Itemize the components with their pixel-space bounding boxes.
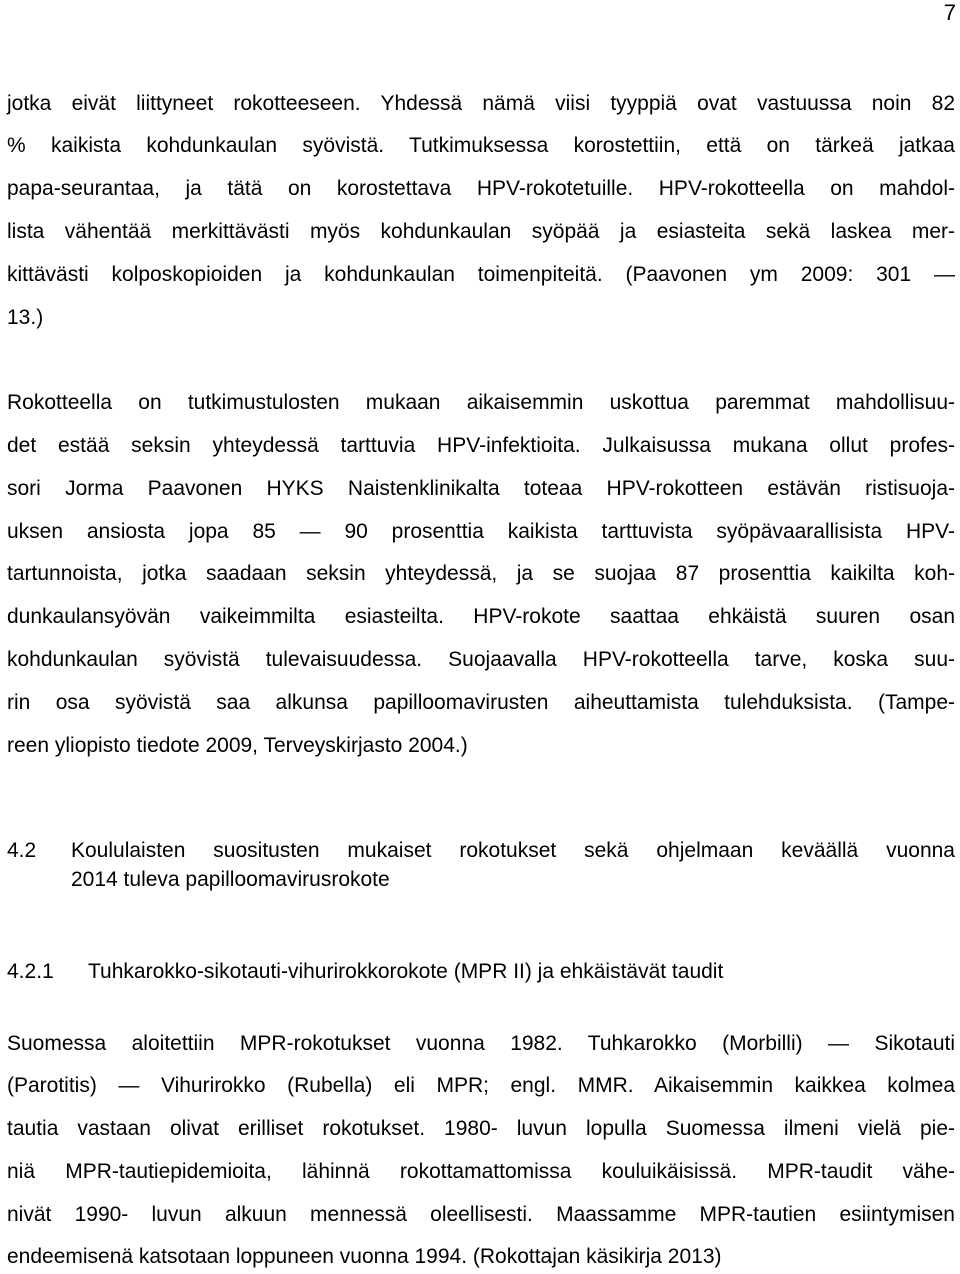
paragraph-line: niä MPR-tautiepidemioita, lähinnä rokottamattomissa kouluikäisissä. MPR-taudit vähe- <box>7 1160 955 1183</box>
paragraph-line: kohdunkaulan syövistä tulevaisuudessa. Suojaavalla HPV-rokotteella tarve, koska suu- <box>7 648 955 671</box>
heading-text: Tuhkarokko-sikotauti-vihurirokkorokote (MPR II) ja ehkäistävät taudit <box>88 960 724 983</box>
paragraph-line: % kaikista kohdunkaulan syövistä. Tutkimuksessa korostettiin, että on tärkeä jatkaa <box>7 134 955 157</box>
paragraph-line: sori Jorma Paavonen HYKS Naistenklinikalta toteaa HPV-rokotteen estävän ristisuoja- <box>7 477 955 500</box>
paragraph-line: Suomessa aloitettiin MPR-rokotukset vuonna 1982. Tuhkarokko (Morbilli) ― Sikotauti <box>7 1032 955 1055</box>
paragraph-line: kittävästi kolposkopioiden ja kohdunkaulan toimenpiteitä. (Paavonen ym 2009: 301 ― <box>7 263 955 286</box>
heading-number: 4.2 <box>7 839 37 862</box>
page-number: 7 <box>943 0 956 25</box>
paragraph-line: lista vähentää merkittävästi myös kohdunkaulan syöpää ja esiasteita sekä laskea mer- <box>7 220 955 243</box>
paragraph-line: tautia vastaan olivat erilliset rokotukset. 1980- luvun lopulla Suomessa ilmeni vielä pie- <box>7 1117 955 1140</box>
paragraph-line: papa-seurantaa, ja tätä on korostettava HPV-rokotetuille. HPV-rokotteella on mahdol- <box>7 177 955 200</box>
paragraph-line: (Parotitis) ― Vihurirokko (Rubella) eli MPR; engl. MMR. Aikaisemmin kaikkea kolmea <box>7 1074 955 1097</box>
paragraph-line: tartunnoista, jotka saadaan seksin yhteydessä, ja se suojaa 87 prosenttia kaikilta koh- <box>7 562 955 585</box>
paragraph-line: dunkaulansyövän vaikeimmilta esiasteilta. HPV-rokote saattaa ehkäistä suuren osan <box>7 605 955 628</box>
heading-text: Koululaisten suositusten mukaiset rokotukset sekä ohjelmaan keväällä vuonna <box>71 839 955 862</box>
paragraph-line: rin osa syövistä saa alkunsa papilloomavirusten aiheuttamista tulehduksista. (Tampe- <box>7 691 955 714</box>
paragraph-line: det estää seksin yhteydessä tarttuvia HPV-infektioita. Julkaisussa mukana ollut profes- <box>7 434 955 457</box>
heading-number: 4.2.1 <box>7 960 54 983</box>
paragraph-line: endeemisenä katsotaan loppuneen vuonna 1994. (Rokottajan käsikirja 2013) <box>7 1245 722 1268</box>
paragraph-line: Rokotteella on tutkimustulosten mukaan aikaisemmin uskottua paremmat mahdollisuu- <box>7 391 955 414</box>
heading-text: 2014 tuleva papilloomavirusrokote <box>71 868 390 891</box>
paragraph-line: reen yliopisto tiedote 2009, Terveyskirjasto 2004.) <box>7 734 468 757</box>
paragraph-line: uksen ansiosta jopa 85 ― 90 prosenttia kaikista tarttuvista syöpävaarallisista HPV- <box>7 520 955 543</box>
paragraph-line: jotka eivät liittyneet rokotteeseen. Yhdessä nämä viisi tyyppiä ovat vastuussa noin 82 <box>7 92 955 115</box>
paragraph-line: nivät 1990- luvun alkuun mennessä oleellisesti. Maassamme MPR-tautien esiintymisen <box>7 1203 955 1226</box>
paragraph-line: 13.) <box>7 306 44 329</box>
